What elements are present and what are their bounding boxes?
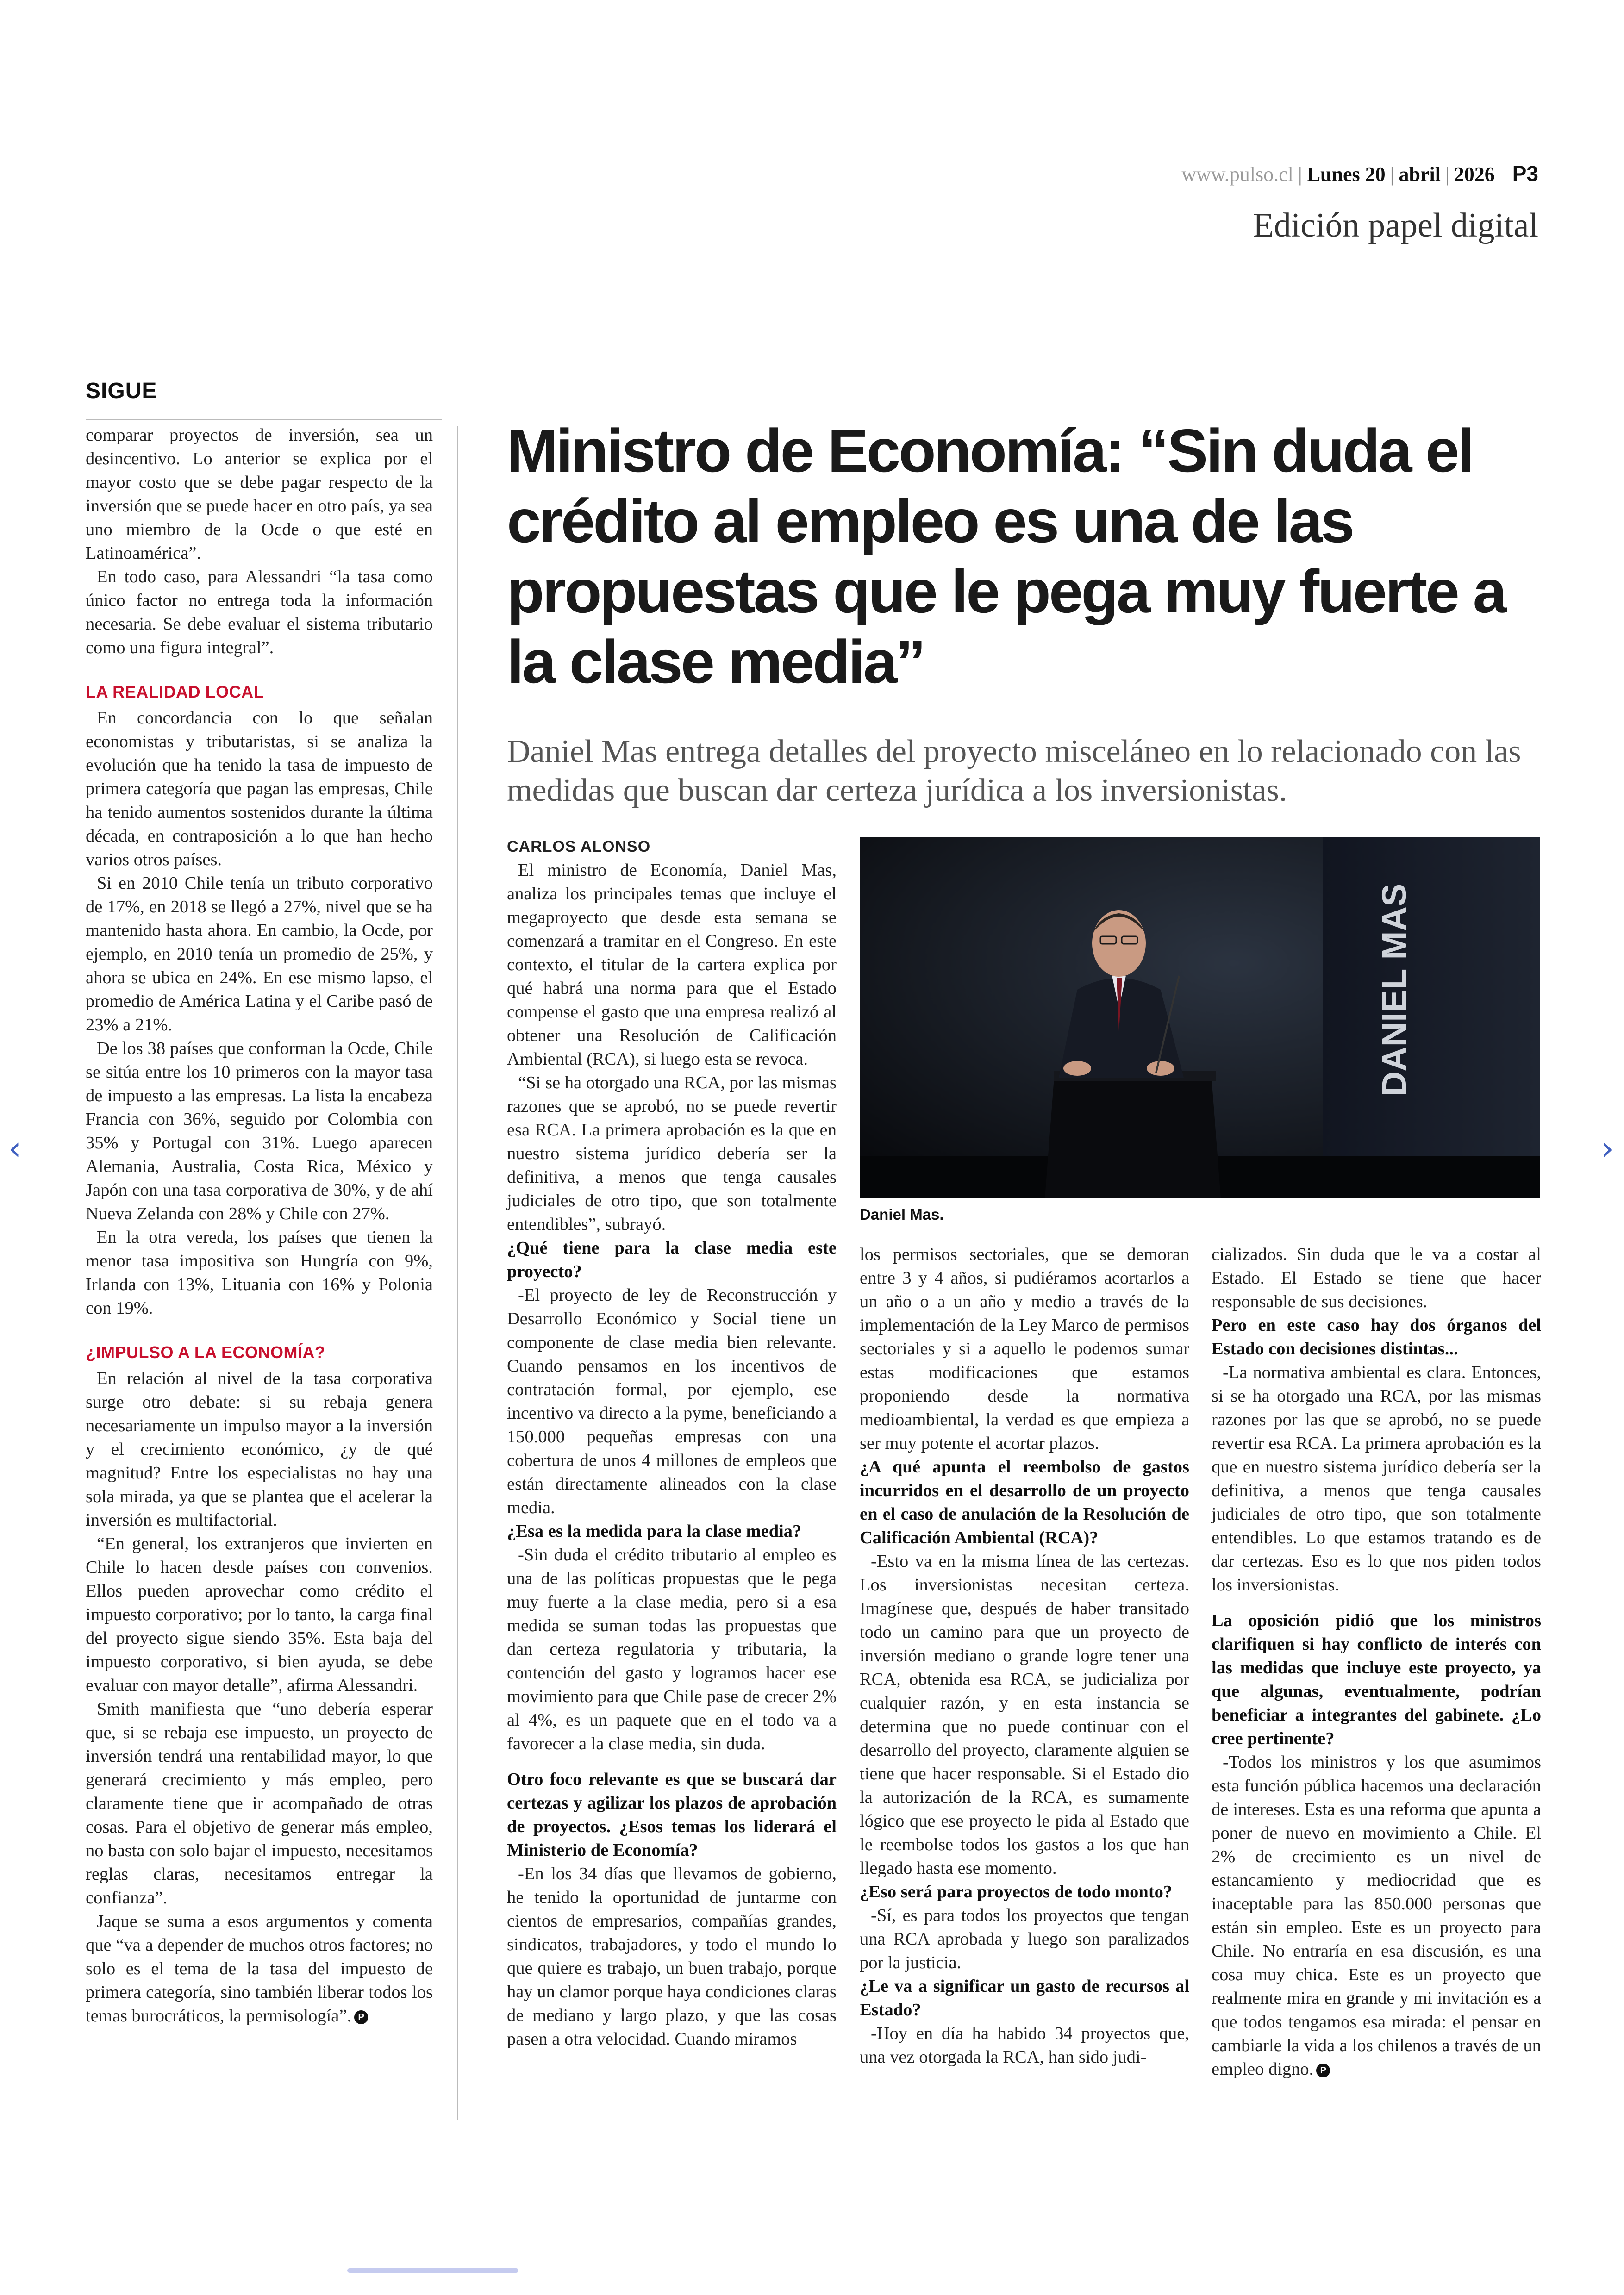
paragraph: “Si se ha otorgado una RCA, por las mismas razones que se aprobó, no se puede revertir esa RCA. La primera aprobación es la que en nuestro sistema jurídico debería ser la definitiva, a menos que tenga causales judiciales de otro tipo, que son totalmente entendibles”, subrayó. — [507, 1073, 837, 1234]
question: ¿Qué tiene para la clase media este proyecto? — [507, 1238, 837, 1281]
article-column-2 — [860, 1243, 1189, 2069]
article-column-3 — [1212, 1243, 1541, 2081]
paragraph: De los 38 países que conforman la Ocde, Chile se sitúa entre los 10 primeros con la mayor tasa de impuesto a las empresas. La lista la encabeza Francia con 36%, seguido por Colombia con 35% y Portugal con 31%. Luego aparecen Alemania, Australia, Costa Rica, México y Japón con una tasa corporativa de 30%, y de ahí Nueva Zelanda con 28% y Chile con 27%. — [86, 1039, 433, 1223]
section-label-sigue: SIGUE — [86, 379, 157, 403]
paragraph: “En general, los extranjeros que invierten en Chile lo hacen desde países con convenios. Ellos pueden aprovechar como crédito el impuesto corporativo; por lo tanto, la carga final del proyecto sigue siendo 35%. Esta baja del impuesto corporativo, si bien ayuda, se debe evaluar con mayor detalle”, afirma Alessandri. — [86, 1534, 433, 1695]
page-number: P3 — [1512, 162, 1538, 186]
paragraph — [86, 1910, 433, 2028]
paragraph: -Sí, es para todos los proyectos que tengan una RCA aprobada y luego son paralizados por la justicia. — [860, 1906, 1189, 1972]
question: ¿A qué apunta el reembolso de gastos incurridos en el desarrollo de un proyecto en el caso de anulación de la Resolución de Calificación Ambiental (RCA)? — [860, 1457, 1189, 1547]
paragraph: -El proyecto de ley de Reconstrucción y Desarrollo Económico y Social tiene un componente de clase media bien relevante. Cuando pensamos en los incentivos de contratación formal, por ejemplo, ese incentivo va directo a la pyme, beneficiando a 150.000 pequeñas empresas con una cobertura de unos 4 millones de empleos que están directamente alineados con la clase media. — [507, 1285, 837, 1517]
byline: CARLOS ALONSO — [507, 838, 651, 855]
paragraph — [1212, 1751, 1541, 2081]
paragraph: Si en 2010 Chile tenía un tributo corporativo de 17%, en 2018 se llegó a 27%, nivel que se ha mantenido hasta ahora. En cambio, la Ocde, por ejemplo, en 2010 tenía un promedio de 25%, y ahora se ubica en 24%. En ese mismo lapso, el promedio de América Latina y el Caribe pasó de 23% a 21%. — [86, 873, 433, 1035]
column-divider — [457, 426, 458, 2120]
article-deck: Daniel Mas entrega detalles del proyecto misceláneo en lo relacionado con las medidas que buscan dar certeza jurídica a los inversionistas. — [507, 734, 1521, 808]
paragraph: En relación al nivel de la tasa corporativa surge otro debate: si su rebaja genera necesariamente un impulso mayor a la inversión y el crecimiento económico, ¿y de qué magnitud? Entre los especialistas no hay una sola mirada, ya que se plantea que el acelerar la inversión es multifactorial. — [86, 1369, 433, 1530]
photo-caption: Daniel Mas. — [860, 1206, 944, 1223]
header-day: Lunes 20 — [1306, 163, 1386, 186]
article-headline: Ministro de Economía: “Sin duda el crédito al empleo es una de las propuestas que le pega muy fuerte a la clase media” — [507, 417, 1505, 696]
paragraph: comparar proyectos de inversión, sea un desincentivo. Lo anterior se explica por el mayor costo que se debe pagar respecto de la inversión que se puede hacer en otro país, ya sea uno miembro de la Ocde o que esté en Latinoamérica”. — [86, 425, 433, 563]
article-photo — [860, 837, 1540, 1198]
page-scroll-indicator[interactable] — [347, 2268, 518, 2273]
end-mark-icon: P — [1316, 2064, 1330, 2077]
question: ¿Esa es la medida para la clase media? — [507, 1522, 802, 1541]
header-month: abril — [1399, 163, 1441, 186]
paragraph: -Sin duda el crédito tributario al empleo es una de las políticas propuestas que le pega muy fuerte a la clase media, pero si a esa medida se suman todas las propuestas que dan certeza regulatoria y tributaria, la contención del gasto y logramos hacer ese movimiento para que Chile pase de crecer 2% al 4%, es un paquete que en el todo va a favorecer a la clase media, sin duda. — [507, 1545, 837, 1753]
sidebar-column — [86, 424, 433, 2028]
question: ¿Le va a significar un gasto de recursos al Estado? — [860, 1977, 1189, 2020]
subheading-realidad-local: LA REALIDAD LOCAL — [86, 682, 264, 701]
paragraph: -Hoy en día ha habido 34 proyectos que, una vez otorgada la RCA, han sido judi- — [860, 2024, 1189, 2067]
site-url[interactable]: www.pulso.cl — [1181, 163, 1293, 186]
paragraph: -La normativa ambiental es clara. Entonces, si se ha otorgado una RCA, por las mismas razones por las que se aprobó, no se puede revertir esa RCA. La primera aprobación es la que en nuestro sistema jurídico debería ser la definitiva, a menos que tenga causales judiciales de otro tipo, que son totalmente entendibles. Lo que estamos tratando es de dar certezas. Eso es lo que nos piden todos los inversionistas. — [1212, 1363, 1541, 1595]
question: La oposición pidió que los ministros clarifiquen si hay conflicto de interés con las medidas que incluye este proyecto, ya que algunas, eventualmente, podrían beneficiar a integrantes del gabinete. ¿Lo cree pertinente? — [1212, 1611, 1541, 1748]
paragraph: cializados. Sin duda que le va a costar al Estado. El Estado se tiene que hacer responsable de sus decisiones. — [1212, 1245, 1541, 1311]
paragraph-text: Jaque se suma a esos argumentos y comenta que “va a depender de muchos otros factores; no solo es el tema de la tasa del impuesto de primera categoría, sino también liberar todos los temas burocráticos, la permisología”. — [86, 1912, 433, 2026]
paragraph: En todo caso, para Alessandri “la tasa como único factor no entrega toda la información necesaria. Se debe evaluar el sistema tributario como una figura integral”. — [86, 567, 433, 657]
end-mark-icon: P — [354, 2010, 368, 2024]
subheading-impulso-economia: ¿IMPULSO A LA ECONOMÍA? — [86, 1343, 325, 1362]
screen-name-text: DANIEL MAS — [1375, 883, 1413, 1096]
paragraph: los permisos sectoriales, que se demoran entre 3 y 4 años, si pudiéramos acortarlos a un año o a un año y medio a través de la implementación de la Ley Marco de permisos sectoriales y si a aquello le podemos sumar estas modificaciones que estamos proponiendo desde la normativa medioambiental, la verdad es que empieza a ser muy potente el acortar plazos. — [860, 1245, 1189, 1453]
prev-page-chevron-icon[interactable]: ‹ — [8, 1129, 21, 1167]
question: ¿Eso será para proyectos de todo monto? — [860, 1882, 1173, 1902]
paragraph: El ministro de Economía, Daniel Mas, analiza los principales temas que incluye el megaproyecto que desde esta semana se comenzará a tramitar en el Congreso. En este contexto, el titular de la cartera explica por qué habrá una norma para que el Estado compense el gasto que una empresa realizó al obtener una Resolución de Calificación Ambiental (RCA), si luego esta se revoca. — [507, 861, 837, 1069]
speaker-photo-illustration — [860, 837, 1540, 1198]
question: Pero en este caso hay dos órganos del Estado con decisiones distintas... — [1212, 1316, 1541, 1359]
header-year: 2026 — [1454, 163, 1495, 186]
paragraph: En concordancia con lo que señalan economistas y tributaristas, si se analiza la evolución que ha tenido la tasa de impuesto de primera categoría que pagan las empresas, Chile ha tenido aumentos sostenidos durante la última década, en contraposición a lo que han hecho varios otros países. — [86, 708, 433, 869]
section-divider — [86, 419, 442, 420]
paragraph: Smith manifiesta que “uno debería esperar que, si se rebaja ese impuesto, un proyecto de inversión tendrá una rentabilidad mayor, lo que generará crecimiento y más empleo, pero claramente tiene que ir acompañado de otras cosas. Para el objetivo de generar más empleo, no basta con solo bajar el impuesto, necesitamos reglas claras, necesitamos entregar la confianza”. — [86, 1699, 433, 1908]
article-column-1 — [507, 859, 837, 2051]
next-page-chevron-icon[interactable]: › — [1601, 1129, 1614, 1167]
paragraph: -Esto va en la misma línea de las certezas. Los inversionistas necesitan certeza. Imagínese que, después de haber transitado todo un camino para que un proyecto de inversión mediano o grande logre tener una RCA, obtenida esa RCA, se judicializa por cualquier razón, y en esta instancia se determina que no puede continuar con el desarrollo del proyecto, claramente alguien se tiene que hacer responsable. Si el Estado dio la autorización de la RCA, es sumamente lógico que ese proyecto le pida al Estado que le reembolse todos los gastos a los que han llegado hasta ese momento. — [860, 1552, 1189, 1878]
paragraph: -En los 34 días que llevamos de gobierno, he tenido la oportunidad de juntarme con cientos de empresarios, compañías grandes, sindicatos, trabajadores, y todo el mundo lo que quiere es trabajo, un buen trabajo, porque hay un clamor porque haya condiciones claras de mediano y largo plazo, y que las cosas pasen a otra velocidad. Cuando miramos — [507, 1864, 837, 2049]
edition-label: Edición papel digital — [1253, 206, 1538, 244]
page-header-dateline: www.pulso.cl | Lunes 20 | abril | 2026 P3 — [1181, 162, 1538, 186]
question: Otro foco relevante es que se buscará dar certezas y agilizar los plazos de aprobación de proyectos. ¿Esos temas los liderará el Ministerio de Economía? — [507, 1770, 837, 1860]
paragraph-text: -Todos los ministros y los que asumimos esta función pública hacemos una declaración de intereses. Esta es una reforma que apunta a poner de nuevo en movimiento a Chile. El 2% de crecimiento es un nivel de estancamiento y mediocridad que es inaceptable para las 850.000 personas que están sin empleo. Este es un proyecto para Chile. No entraría en esa discusión, es una cosa muy chica. Este es un proyecto que realmente mira en grande y mi invitación es a que todos tengamos esa mirada: el pensar en cambiarle la vida a los chilenos a través de un empleo digno. — [1212, 1752, 1541, 2079]
paragraph: En la otra vereda, los países que tienen la menor tasa impositiva son Hungría con 9%, Irlanda con 13%, Lituania con 16% y Polonia con 19%. — [86, 1228, 433, 1318]
